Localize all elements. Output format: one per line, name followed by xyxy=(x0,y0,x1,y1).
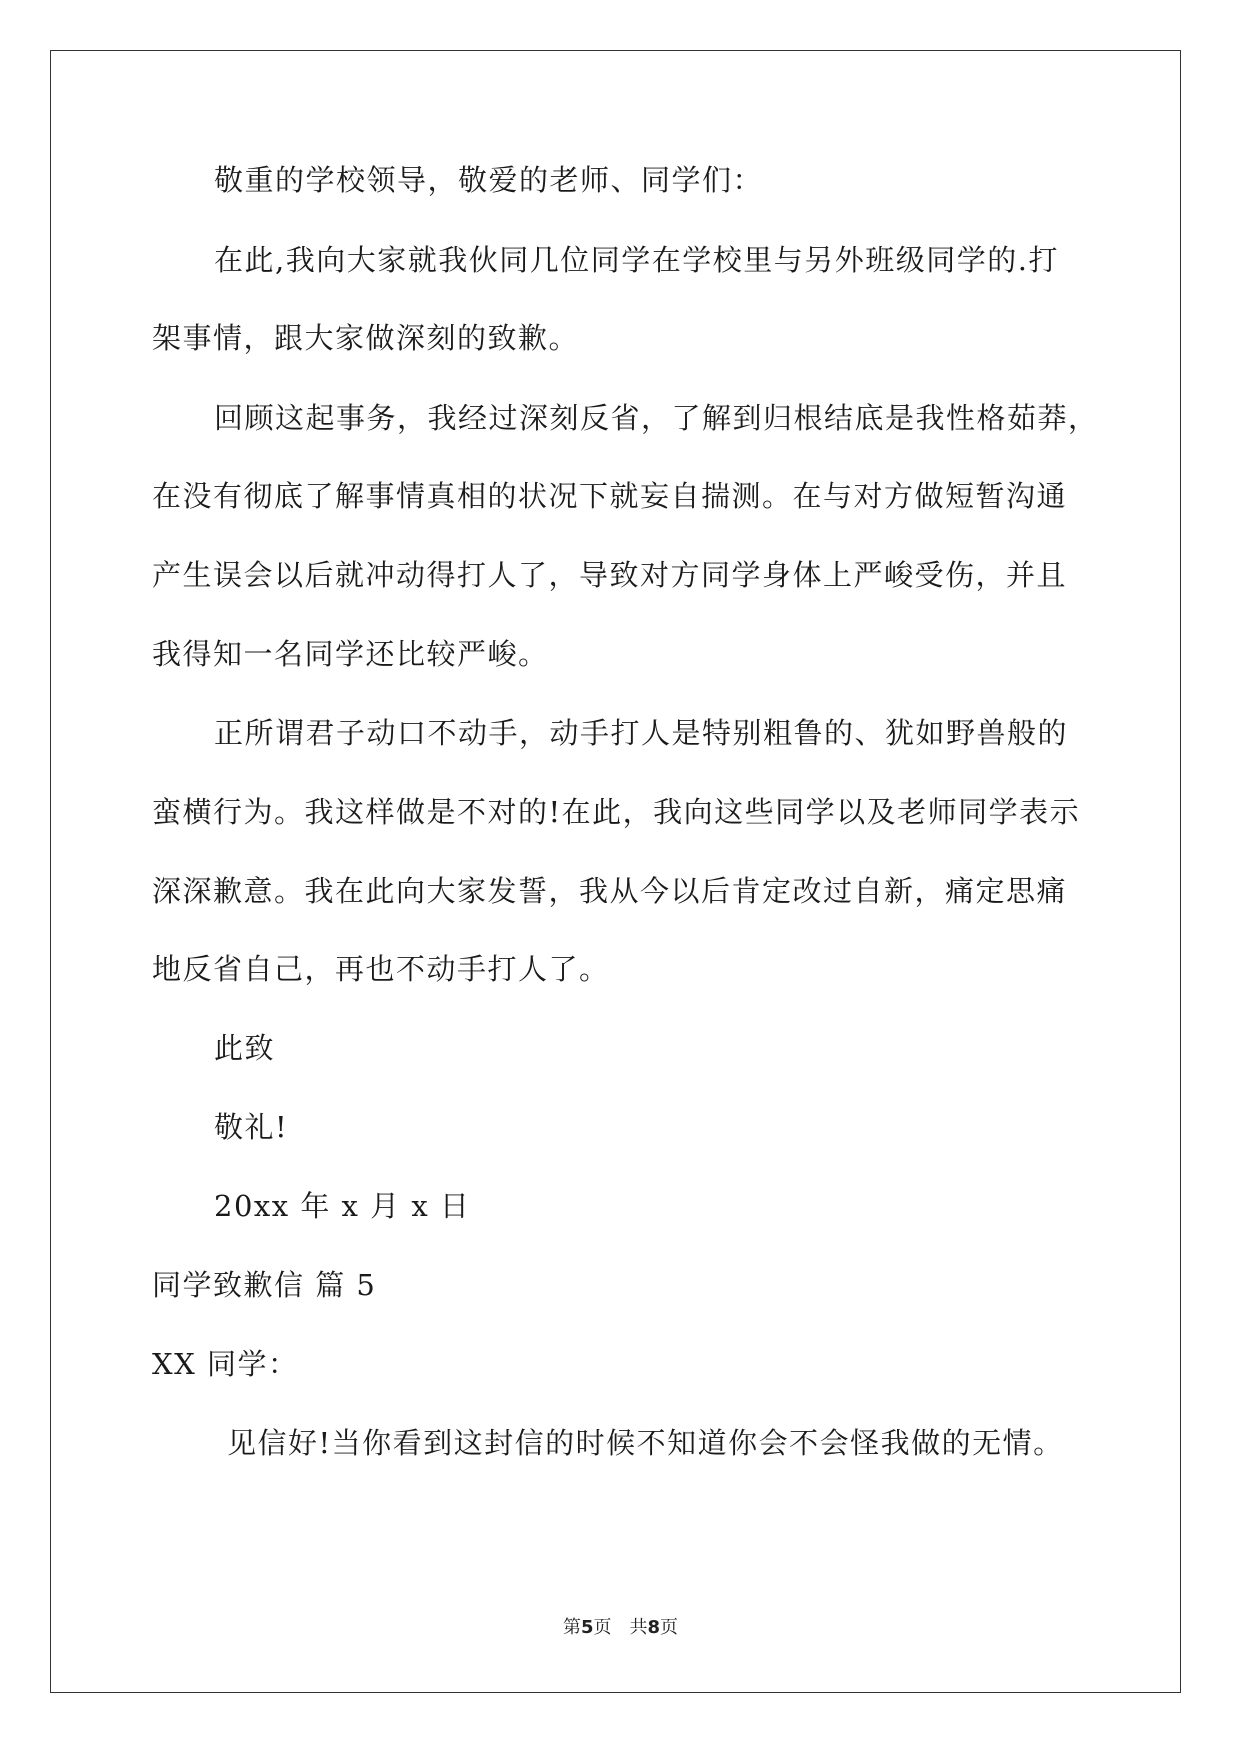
page-footer xyxy=(0,1616,1241,1640)
closing-greeting: 敬礼! xyxy=(214,1110,289,1144)
footer-total-suffix: 页 xyxy=(660,1617,679,1638)
footer-total-pages: 8 xyxy=(647,1617,661,1638)
paragraph-line: 回顾这起事务，我经过深刻反省，了解到归根结底是我性格茹莽， xyxy=(214,401,1099,435)
footer-page-word: 页 xyxy=(593,1617,612,1638)
paragraph-line: 架事情，跟大家做深刻的致歉。 xyxy=(152,321,580,355)
footer-prefix: 第 xyxy=(562,1617,581,1638)
paragraph-line: 在没有彻底了解事情真相的状况下就妄自揣测。在与对方做短暂沟通 xyxy=(152,479,1068,513)
closing-line: 此致 xyxy=(214,1031,276,1065)
recipient-salutation: XX 同学： xyxy=(152,1347,299,1381)
paragraph-line: 在此,我向大家就我伙同几位同学在学校里与另外班级同学的.打 xyxy=(214,243,1059,277)
paragraph-line: 地反省自己，再也不动手打人了。 xyxy=(152,952,610,986)
letter-date: 20xx 年 x 月 x 日 xyxy=(214,1189,471,1223)
paragraph-line: 我得知一名同学还比较严峻。 xyxy=(152,637,549,671)
section-title: 同学致歉信 篇 5 xyxy=(152,1268,377,1302)
paragraph-line: 见信好!当你看到这封信的时候不知道你会不会怪我做的无情。 xyxy=(227,1426,1064,1460)
paragraph-line: 产生误会以后就冲动得打人了，导致对方同学身体上严峻受伤，并且 xyxy=(152,558,1068,592)
footer-total-prefix: 共 xyxy=(629,1617,648,1638)
footer-current-page: 5 xyxy=(580,1617,594,1638)
salutation: 敬重的学校领导，敬爱的老师、同学们： xyxy=(214,163,764,197)
paragraph-line: 深深歉意。我在此向大家发誓，我从今以后肯定改过自新，痛定思痛 xyxy=(152,874,1068,908)
paragraph-line: 蛮横行为。我这样做是不对的!在此，我向这些同学以及老师同学表示 xyxy=(152,795,1081,829)
paragraph-line: 正所谓君子动口不动手，动手打人是特别粗鲁的、犹如野兽般的 xyxy=(214,716,1069,750)
